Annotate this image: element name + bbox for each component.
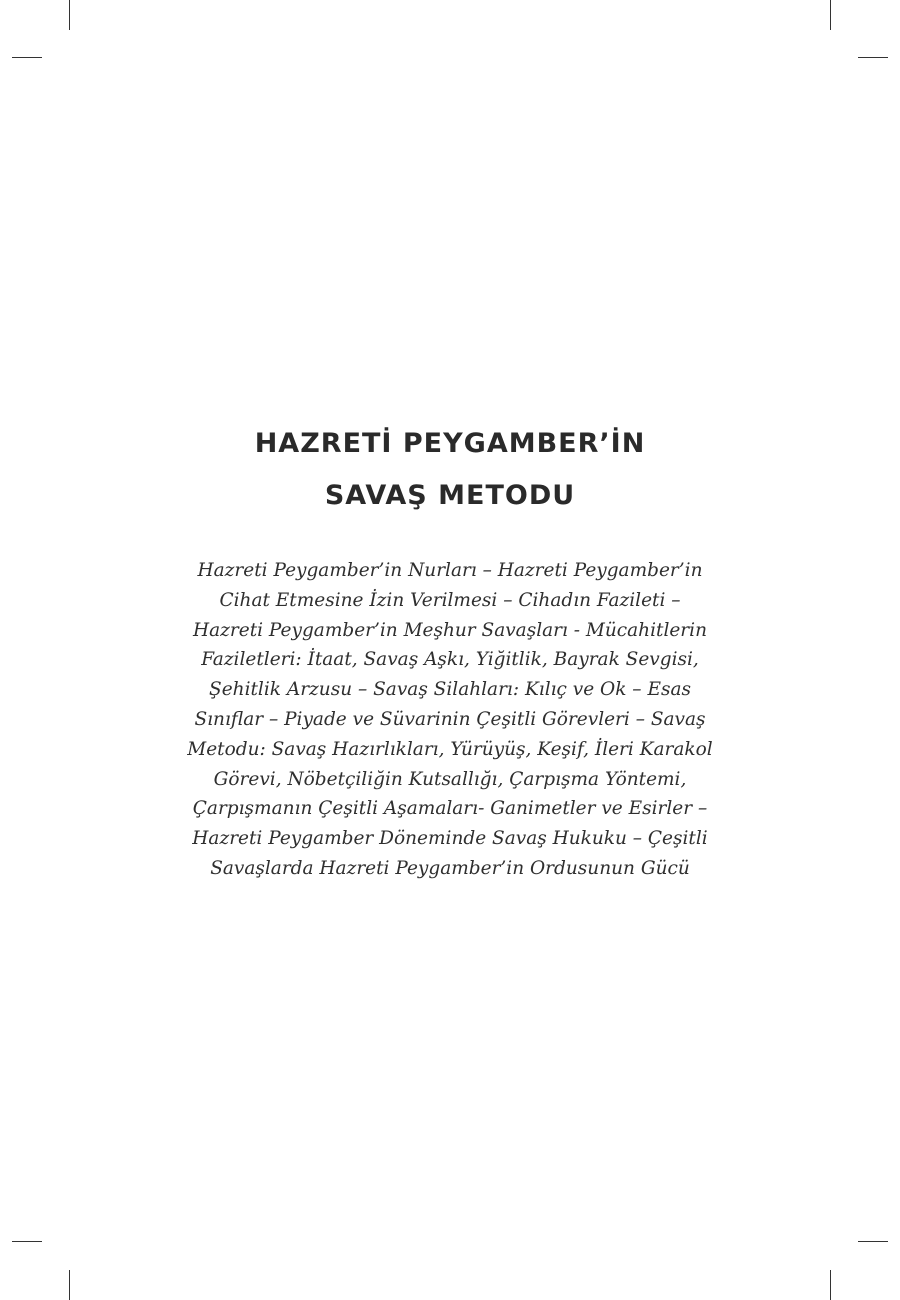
summary-line: Sınıflar – Piyade ve Süvarinin Çeşitli Görevleri – Savaş bbox=[194, 708, 706, 730]
crop-mark-top-left-vertical bbox=[69, 0, 70, 30]
crop-mark-top-right-horizontal bbox=[858, 57, 888, 58]
summary-line: Metodu: Savaş Hazırlıkları, Yürüyüş, Keşif, İleri Karakol bbox=[187, 738, 713, 760]
title-line: HAZRETİ PEYGAMBER’İN bbox=[254, 428, 646, 459]
crop-mark-top-left-horizontal bbox=[12, 57, 42, 58]
summary-line: Çarpışmanın Çeşitli Aşamaları- Ganimetler ve Esirler – bbox=[192, 798, 708, 820]
summary-line: Hazreti Peygamber’in Meşhur Savaşları - Mücahitlerin bbox=[193, 619, 707, 641]
summary-line: Şehitlik Arzusu – Savaş Silahları: Kılıç ve Ok – Esas bbox=[209, 679, 691, 701]
title-line: SAVAŞ METODU bbox=[324, 480, 576, 511]
summary-line: Faziletleri: İtaat, Savaş Aşkı, Yiğitlik, Bayrak Sevgisi, bbox=[201, 649, 699, 671]
summary-line: Hazreti Peygamber’in Nurları – Hazreti Peygamber’in bbox=[197, 560, 703, 581]
summary-line: Görevi, Nöbetçiliğin Kutsallığı, Çarpışma Yöntemi, bbox=[213, 768, 687, 790]
crop-mark-top-right-vertical bbox=[830, 0, 831, 30]
contents-summary bbox=[150, 556, 750, 884]
crop-mark-bottom-left-vertical bbox=[69, 1270, 70, 1300]
summary-line: Savaşlarda Hazreti Peygamber’in Ordusunun Gücü bbox=[210, 857, 690, 879]
book-title bbox=[0, 418, 900, 522]
crop-mark-bottom-right-horizontal bbox=[858, 1241, 888, 1242]
crop-mark-bottom-left-horizontal bbox=[12, 1241, 42, 1242]
crop-mark-bottom-right-vertical bbox=[830, 1270, 831, 1300]
summary-line: Hazreti Peygamber Döneminde Savaş Hukuku – Çeşitli bbox=[192, 828, 708, 850]
summary-line: Cihat Etmesine İzin Verilmesi – Cihadın Fazileti – bbox=[219, 589, 681, 611]
